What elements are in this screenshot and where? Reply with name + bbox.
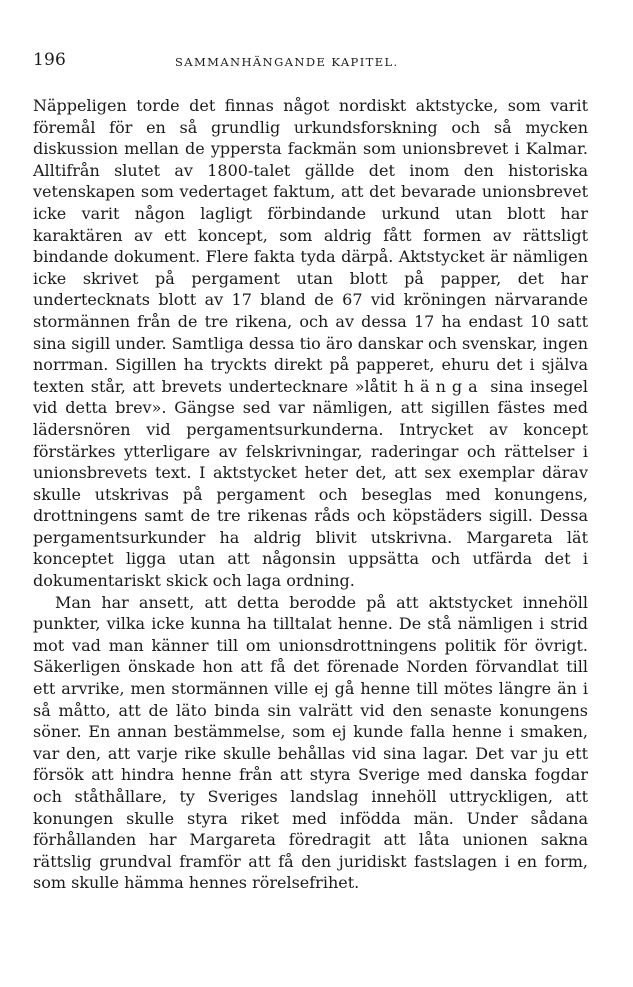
page-number: 196: [33, 50, 67, 70]
paragraph-1-part-1: Näppeligen torde det finnas något nordiskt aktstycke, som varit föremål för en så grundlig urkundsforskning och så mycken diskussion mellan de yppersta fackmän som unionsbrevet i Kalmar. Alltifrån slutet av 1800-talet gällde det inom den historiska vetenskapen som vedertaget faktum, att det bevarade unionsbrevet icke varit någon lagligt förbindande urkund utan blott har karaktären av ett koncept, som aldrig fått formen av rättsligt bindande dokument. Flere fakta tyda därpå. Aktstycket är nämligen icke skrivet på pergament utan blott på papper, det har undertecknats blott av 17 bland de 67 vid kröningen närvarande stormännen från de tre rikena, och av dessa 17 ha endast 10 satt sina sigill under. Samtliga dessa tio äro danskar och svenskar, ingen norrman. Sigillen ha tryckts direkt på papperet, ehuru det i själva texten står, att brevets undertecknare »låtit: [33, 96, 588, 396]
running-head: SAMMANHÄNGANDE KAPITEL.: [175, 55, 399, 69]
page-header: [33, 50, 588, 80]
paragraph-1-part-2: sina insegel vid detta brev». Gängse sed var nämligen, att sigillen fästes med lädersnören vid pergamentsurkunderna. Intrycket av koncept förstärkes ytterligare av felskrivningar, raderingar och rättelser i unionsbrevets text. I aktstycket heter det, att sex exemplar därav skulle utskrivas på pergament och beseglas med konungens, drottningens samt de tre rikenas råds och köpstäders sigill. Dessa pergamentsurkunder ha aldrig blivit utskrivna. Margareta lät konceptet ligga utan att någonsin uppsätta och utfärda det i dokumentariskt skick och laga ordning.: [33, 376, 588, 591]
paragraph-1: [33, 95, 588, 592]
body-text: [33, 95, 588, 894]
paragraph-2: Man har ansett, att detta berodde på att aktstycket innehöll punkter, vilka icke kunna ha tilltalat henne. De stå nämligen i strid mot vad man känner till om unionsdrottningens politik för övrigt. Säkerligen önskade hon att få det förenade Norden förvandlat till ett arvrike, men stormännen ville ej gå henne till mötes längre än i så måtto, att de läto binda sin valrätt vid den senaste konungens söner. En annan bestämmelse, som ej kunde falla henne i smaken, var den, att varje rike skulle behållas vid sina lagar. Det var ju ett försök att hindra henne från att styra Sverige med danska fogdar och ståthållare, ty Sveriges landslag innehöll uttryckligen, att konungen skulle styra riket med infödda män. Under sådana förhållanden har Margareta föredragit att låta unionen sakna rättslig grundval framför att få den juridiskt fastslagen i en form, som skulle hämma hennes rörelsefrihet.: [33, 592, 588, 893]
emphasized-word: hänga: [403, 376, 484, 396]
book-page: [33, 50, 588, 894]
